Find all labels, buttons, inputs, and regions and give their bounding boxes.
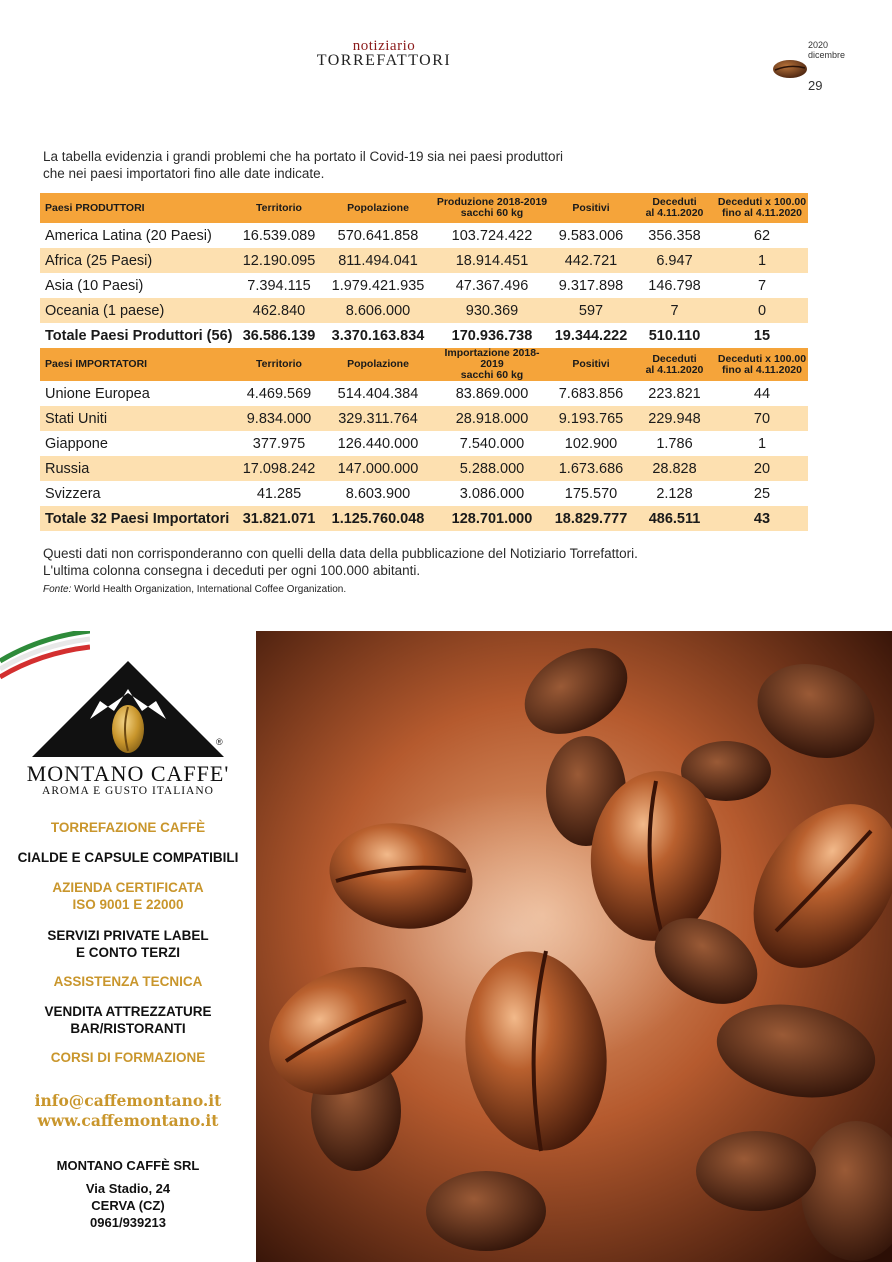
- table-cell: 1: [716, 248, 808, 273]
- table-cell: 175.570: [564, 485, 618, 502]
- table-cell: 486.511: [633, 506, 716, 531]
- column-header: Paesi PRODUTTORI: [40, 193, 237, 223]
- source-label: Fonte:: [43, 584, 72, 595]
- contact-block: [0, 1091, 256, 1131]
- column-header: Positivi: [549, 348, 633, 381]
- row-label: Russia: [40, 456, 237, 481]
- table-cell: 597: [549, 298, 633, 323]
- column-header: Popolazione: [321, 348, 435, 381]
- table-cell: 103.724.422: [451, 227, 533, 244]
- brand-tagline: AROMA E GUSTO ITALIANO: [42, 785, 214, 797]
- table-row: [40, 406, 808, 431]
- table-cell: 25: [753, 485, 771, 502]
- table-cell: 147.000.000: [321, 456, 435, 481]
- table-cell: 36.586.139: [242, 327, 316, 344]
- table-cell: 1.786: [656, 435, 693, 452]
- table-row: [40, 456, 808, 481]
- service-item: TORREFAZIONE CAFFÈ: [50, 820, 206, 835]
- column-header: Territorio: [237, 348, 321, 381]
- table-cell: 6.947: [633, 248, 716, 273]
- table-cell: 31.821.071: [237, 506, 321, 531]
- intro-line: che nei paesi importatori fino alle date indicate.: [43, 166, 325, 181]
- table-cell: 146.798: [648, 277, 701, 294]
- table-cell: 18.914.451: [435, 248, 549, 273]
- table-cell: 4.469.569: [246, 385, 312, 402]
- producers-total-row: [40, 323, 808, 348]
- table-cell: 9.193.765: [549, 406, 633, 431]
- column-header: Importazione 2018-2019 sacchi 60 kg: [435, 348, 549, 381]
- table-cell: 1: [757, 435, 767, 452]
- table-cell: 8.603.900: [345, 485, 411, 502]
- table-cell: 16.539.089: [242, 227, 316, 244]
- column-header: Produzione 2018-2019 sacchi 60 kg: [435, 193, 549, 223]
- table-cell: 12.190.095: [237, 248, 321, 273]
- service-item: CIALDE E CAPSULE COMPATIBILI: [17, 850, 239, 865]
- issue-year: 2020: [808, 40, 829, 50]
- masthead-subtitle: notiziario: [352, 38, 416, 54]
- column-header: Paesi IMPORTATORI: [40, 348, 237, 381]
- company-street: Via Stadio, 24: [85, 1181, 171, 1196]
- row-label: Oceania (1 paese): [40, 298, 237, 323]
- column-header: Territorio: [237, 193, 321, 223]
- coffee-bean-icon: [772, 58, 808, 80]
- ad-info-panel: [0, 631, 256, 1262]
- service-item: CORSI DI FORMAZIONE: [50, 1050, 206, 1065]
- table-row: [40, 481, 808, 506]
- service-item: VENDITA ATTREZZATURE BAR/RISTORANTI: [44, 1004, 212, 1036]
- issue-month: dicembre: [808, 50, 846, 60]
- company-phone: 0961/939213: [90, 1215, 166, 1230]
- row-label: Unione Europea: [45, 385, 150, 402]
- table-cell: 223.821: [648, 385, 701, 402]
- table-cell: 329.311.764: [321, 406, 435, 431]
- table-cell: 7.683.856: [558, 385, 624, 402]
- table-cell: 5.288.000: [435, 456, 549, 481]
- table-cell: 7.394.115: [247, 277, 311, 294]
- intro-text: [43, 148, 643, 182]
- table-cell: 19.344.222: [554, 327, 628, 344]
- table-cell: 0: [716, 298, 808, 323]
- table-cell: 1.979.421.935: [331, 277, 425, 294]
- row-label: Svizzera: [45, 485, 101, 502]
- table-cell: 47.367.496: [455, 277, 529, 294]
- table-cell: 102.900: [564, 435, 618, 452]
- table-cell: 510.110: [648, 327, 701, 344]
- table-cell: 20: [716, 456, 808, 481]
- email-link[interactable]: info@caffemontano.it: [34, 1091, 222, 1110]
- column-header: Popolazione: [321, 193, 435, 223]
- table-cell: 1.125.760.048: [321, 506, 435, 531]
- advertisement: [0, 631, 892, 1262]
- table-cell: 43: [716, 506, 808, 531]
- footnote-line: L'ultima colonna consegna i deceduti per ogni 100.000 abitanti.: [43, 563, 421, 578]
- table-cell: 8.606.000: [321, 298, 435, 323]
- table-cell: 128.701.000: [435, 506, 549, 531]
- table-cell: 28.828: [633, 456, 716, 481]
- table-cell: 2.128: [656, 485, 693, 502]
- coffee-beans-photo: [256, 631, 892, 1262]
- table-cell: 930.369: [435, 298, 549, 323]
- montano-logo: [30, 659, 226, 767]
- table-cell: 15: [753, 327, 771, 344]
- table-cell: 28.918.000: [435, 406, 549, 431]
- table-cell: 442.721: [549, 248, 633, 273]
- table-row: [40, 248, 808, 273]
- importers-header-row: [40, 348, 808, 381]
- company-city: CERVA (CZ): [91, 1198, 165, 1213]
- source-note: [43, 584, 346, 595]
- table-cell: 229.948: [633, 406, 716, 431]
- table-cell: 126.440.000: [337, 435, 419, 452]
- company-name: MONTANO CAFFÈ SRL: [56, 1158, 200, 1173]
- table-cell: 41.285: [256, 485, 302, 502]
- table-cell: 18.829.777: [549, 506, 633, 531]
- table-cell: 7.540.000: [459, 435, 525, 452]
- masthead: [0, 40, 768, 69]
- column-header: Positivi: [549, 193, 633, 223]
- source-text: World Health Organization, International Coffee Organization.: [71, 584, 347, 595]
- registered-mark: ®: [216, 737, 223, 747]
- table-cell: 356.358: [648, 227, 701, 244]
- brand-name: MONTANO CAFFE': [26, 761, 230, 786]
- column-header: Deceduti x 100.00 fino al 4.11.2020: [716, 348, 808, 381]
- table-cell: 9.834.000: [237, 406, 321, 431]
- table-cell: 570.641.858: [337, 227, 419, 244]
- website-link[interactable]: www.caffemontano.it: [37, 1111, 219, 1130]
- issue-date: [808, 40, 845, 60]
- table-cell: 9.583.006: [558, 227, 624, 244]
- table-cell: 377.975: [252, 435, 306, 452]
- table-cell: 7: [633, 298, 716, 323]
- table-cell: 3.086.000: [459, 485, 525, 502]
- row-label: Giappone: [45, 435, 108, 452]
- table-cell: 170.936.738: [451, 327, 533, 344]
- company-block: [0, 1157, 256, 1231]
- table-row: [40, 273, 808, 298]
- column-header: Deceduti x 100.00 fino al 4.11.2020: [716, 193, 808, 223]
- table-cell: 83.869.000: [455, 385, 529, 402]
- table-cell: 7: [757, 277, 767, 294]
- producers-header-row: [40, 193, 808, 223]
- table-cell: 44: [753, 385, 771, 402]
- footnote-line: Questi dati non corrisponderanno con quelli della data della pubblicazione del Notiziario Torrefattori.: [43, 546, 638, 561]
- masthead-title: TORREFATTORI: [316, 52, 452, 69]
- table-cell: 514.404.384: [337, 385, 419, 402]
- table-cell: 17.098.242: [237, 456, 321, 481]
- column-header: Deceduti al 4.11.2020: [633, 348, 716, 381]
- row-label: Africa (25 Paesi): [40, 248, 237, 273]
- table-cell: 1.673.686: [549, 456, 633, 481]
- table-cell: 70: [716, 406, 808, 431]
- row-label: Totale Paesi Produttori (56): [45, 327, 233, 344]
- service-item: SERVIZI PRIVATE LABEL E CONTO TERZI: [47, 928, 209, 960]
- table-cell: 62: [753, 227, 771, 244]
- brand-block: [0, 761, 256, 797]
- table-row: [40, 431, 808, 456]
- table-cell: 3.370.163.834: [331, 327, 425, 344]
- service-item: AZIENDA CERTIFICATA ISO 9001 E 22000: [52, 880, 204, 912]
- table-cell: 462.840: [237, 298, 321, 323]
- table-cell: 9.317.898: [558, 277, 624, 294]
- intro-line: La tabella evidenzia i grandi problemi che ha portato il Covid-19 sia nei paesi produttori: [43, 149, 564, 164]
- service-item: ASSISTENZA TECNICA: [53, 974, 203, 989]
- table-cell: 811.494.041: [321, 248, 435, 273]
- footnote: [43, 545, 743, 579]
- table-row: [40, 381, 808, 406]
- row-label: America Latina (20 Paesi): [45, 227, 212, 244]
- importers-total-row: [40, 506, 808, 531]
- row-label: Totale 32 Paesi Importatori: [40, 506, 237, 531]
- column-header: Deceduti al 4.11.2020: [633, 193, 716, 223]
- row-label: Stati Uniti: [40, 406, 237, 431]
- table-row: [40, 223, 808, 248]
- covid-table: [40, 193, 808, 531]
- page-number: 29: [808, 78, 823, 93]
- table-row: [40, 298, 808, 323]
- row-label: Asia (10 Paesi): [45, 277, 144, 294]
